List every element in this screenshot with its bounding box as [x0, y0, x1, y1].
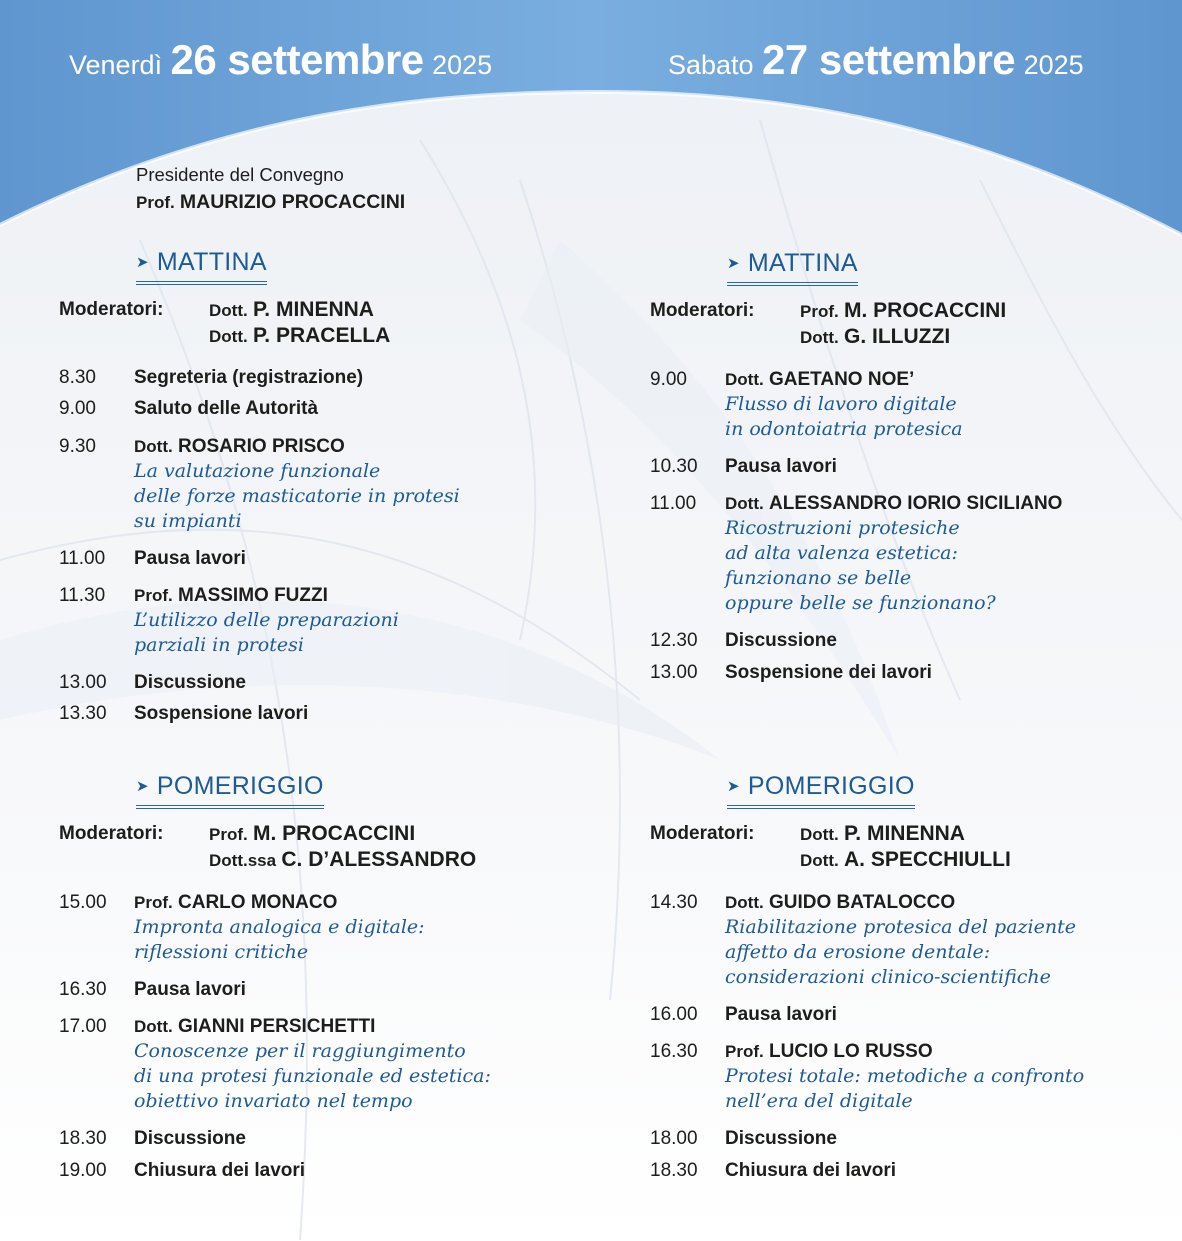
moderator-title: Dott.: [800, 328, 839, 347]
day-2-morning-heading: [727, 249, 858, 286]
item-text: Saluto delle Autorità: [134, 398, 319, 419]
item-text: Sospensione dei lavori: [725, 662, 932, 683]
president-role: Presidente del Convegno: [136, 164, 344, 185]
speaker-name: ALESSANDRO IORIO SICILIANO: [769, 493, 1063, 514]
moderators-label: Moderatori:: [650, 300, 755, 321]
talk-title-line: Flusso di lavoro digitale: [725, 393, 957, 415]
item-time: 10.30: [650, 456, 698, 477]
item-time: 8.30: [59, 367, 96, 388]
speaker-name: GIANNI PERSICHETTI: [178, 1016, 376, 1037]
moderator-title: Dott.ssa: [209, 851, 277, 870]
talk-title-line: riflessioni critiche: [134, 941, 309, 963]
day-1-header: [69, 36, 492, 84]
item-time: 19.00: [59, 1160, 107, 1181]
item-text: Discussione: [134, 672, 246, 693]
talk-title-line: Protesi totale: metodiche a confronto: [725, 1065, 1085, 1087]
speaker-title: Prof.: [725, 1042, 764, 1061]
day-2-date: 27 settembre: [762, 36, 1016, 83]
moderator-name: P. MINENNA: [844, 822, 965, 845]
talk-title-line: L’utilizzo delle preparazioni: [134, 609, 399, 631]
item-time: 12.30: [650, 630, 698, 651]
speaker-name: MASSIMO FUZZI: [178, 585, 328, 606]
talk-title-line: considerazioni clinico-scientifiche: [725, 966, 1051, 988]
item-time: 15.00: [59, 892, 107, 913]
moderator-title: Dott.: [209, 327, 248, 346]
item-text: Discussione: [725, 1128, 837, 1149]
day-2-afternoon-heading: [727, 772, 915, 809]
item-time: 11.00: [650, 493, 697, 514]
moderators-label: Moderatori:: [59, 299, 164, 320]
moderators-label: Moderatori:: [59, 823, 164, 844]
speaker-name: ROSARIO PRISCO: [178, 436, 345, 457]
item-text: Pausa lavori: [725, 456, 837, 477]
day-1-year: 2025: [432, 50, 493, 80]
item-time: 13.00: [59, 672, 107, 693]
item-text: Discussione: [725, 630, 837, 651]
day-2-weekday: Sabato: [668, 50, 754, 80]
moderator-name: A. SPECCHIULLI: [844, 848, 1011, 871]
item-time: 18.30: [650, 1160, 698, 1181]
day-1-date: 26 settembre: [170, 36, 424, 83]
talk-title-line: su impianti: [134, 510, 242, 532]
talk-title-line: Riabilitazione protesica del paziente: [725, 916, 1076, 938]
speaker-title: Dott.: [725, 370, 764, 389]
moderator-title: Dott.: [209, 301, 248, 320]
item-time: 14.30: [650, 892, 698, 913]
president-name: MAURIZIO PROCACCINI: [179, 191, 406, 213]
moderator-title: Prof.: [800, 302, 839, 321]
item-time: 9.00: [650, 369, 687, 390]
speaker-title: Dott.: [725, 893, 764, 912]
item-text: Segreteria (registrazione): [134, 367, 364, 388]
talk-title-line: La valutazione funzionale: [134, 460, 381, 482]
talk-title-line: Ricostruzioni protesiche: [725, 517, 960, 539]
day-1-afternoon-heading: [136, 772, 324, 809]
item-time: 11.30: [59, 585, 106, 606]
session-label: MATTINA: [747, 249, 858, 277]
item-text: Pausa lavori: [725, 1004, 837, 1025]
speaker-name: GUIDO BATALOCCO: [769, 892, 956, 913]
item-time: 13.00: [650, 662, 698, 683]
speaker-name: GAETANO NOE’: [769, 369, 915, 390]
talk-title-line: nell’era del digitale: [725, 1090, 913, 1112]
item-text: Pausa lavori: [134, 979, 246, 1000]
item-time: 16.00: [650, 1004, 698, 1025]
moderator-name: C. D’ALESSANDRO: [281, 848, 477, 871]
convention-president: [136, 161, 405, 216]
session-label: POMERIGGIO: [156, 772, 324, 800]
item-time: 17.00: [59, 1016, 107, 1037]
talk-title-line: funzionano se belle: [725, 567, 912, 589]
day-1-morning-heading: [136, 248, 267, 285]
talk-title-line: ad alta valenza estetica:: [725, 542, 958, 564]
moderator-title: Dott.: [800, 851, 839, 870]
moderator-name: P. MINENNA: [253, 298, 374, 321]
moderator-name: P. PRACELLA: [253, 324, 391, 347]
talk-title-line: Impronta analogica e digitale:: [134, 916, 425, 938]
arrowhead-right-icon: ➤: [727, 778, 740, 795]
arrowhead-right-icon: ➤: [136, 254, 149, 271]
talk-title-line: affetto da erosione dentale:: [725, 941, 991, 963]
talk-title-line: Conoscenze per il raggiungimento: [134, 1040, 466, 1062]
speaker-title: Dott.: [134, 437, 173, 456]
session-label: POMERIGGIO: [747, 772, 915, 800]
speaker-title: Dott.: [134, 1017, 173, 1036]
moderator-name: M. PROCACCINI: [253, 822, 416, 845]
talk-title-line: obiettivo invariato nel tempo: [134, 1090, 413, 1112]
talk-title-line: in odontoiatria protesica: [725, 418, 963, 440]
item-text: Chiusura dei lavori: [725, 1160, 897, 1181]
session-label: MATTINA: [156, 248, 267, 276]
speaker-name: LUCIO LO RUSSO: [769, 1041, 933, 1062]
moderator-name: G. ILLUZZI: [844, 325, 951, 348]
moderator-name: M. PROCACCINI: [844, 299, 1007, 322]
item-text: Pausa lavori: [134, 548, 246, 569]
speaker-title: Prof.: [134, 586, 173, 605]
arrowhead-right-icon: ➤: [727, 255, 740, 272]
moderator-title: Prof.: [209, 825, 248, 844]
talk-title-line: di una protesi funzionale ed estetica:: [134, 1065, 491, 1087]
arrowhead-right-icon: ➤: [136, 778, 149, 795]
item-text: Chiusura dei lavori: [134, 1160, 306, 1181]
day-1-weekday: Venerdì: [69, 50, 163, 80]
item-time: 16.30: [59, 979, 107, 1000]
item-time: 18.00: [650, 1128, 698, 1149]
item-time: 13.30: [59, 703, 107, 724]
item-time: 9.00: [59, 398, 96, 419]
moderators-label: Moderatori:: [650, 823, 755, 844]
speaker-title: Prof.: [134, 893, 173, 912]
talk-title-line: delle forze masticatorie in protesi: [134, 485, 460, 507]
day-2-header: [668, 36, 1084, 84]
item-text: Sospensione lavori: [134, 703, 309, 724]
day-2-year: 2025: [1023, 50, 1084, 80]
item-text: Discussione: [134, 1128, 246, 1149]
talk-title-line: parziali in protesi: [134, 634, 304, 656]
item-time: 9.30: [59, 436, 96, 457]
moderator-title: Dott.: [800, 825, 839, 844]
speaker-title: Dott.: [725, 494, 764, 513]
speaker-name: CARLO MONACO: [178, 892, 338, 913]
president-title: Prof.: [136, 193, 175, 212]
talk-title-line: oppure belle se funzionano?: [725, 592, 996, 614]
item-time: 11.00: [59, 548, 106, 569]
item-time: 16.30: [650, 1041, 698, 1062]
item-time: 18.30: [59, 1128, 107, 1149]
